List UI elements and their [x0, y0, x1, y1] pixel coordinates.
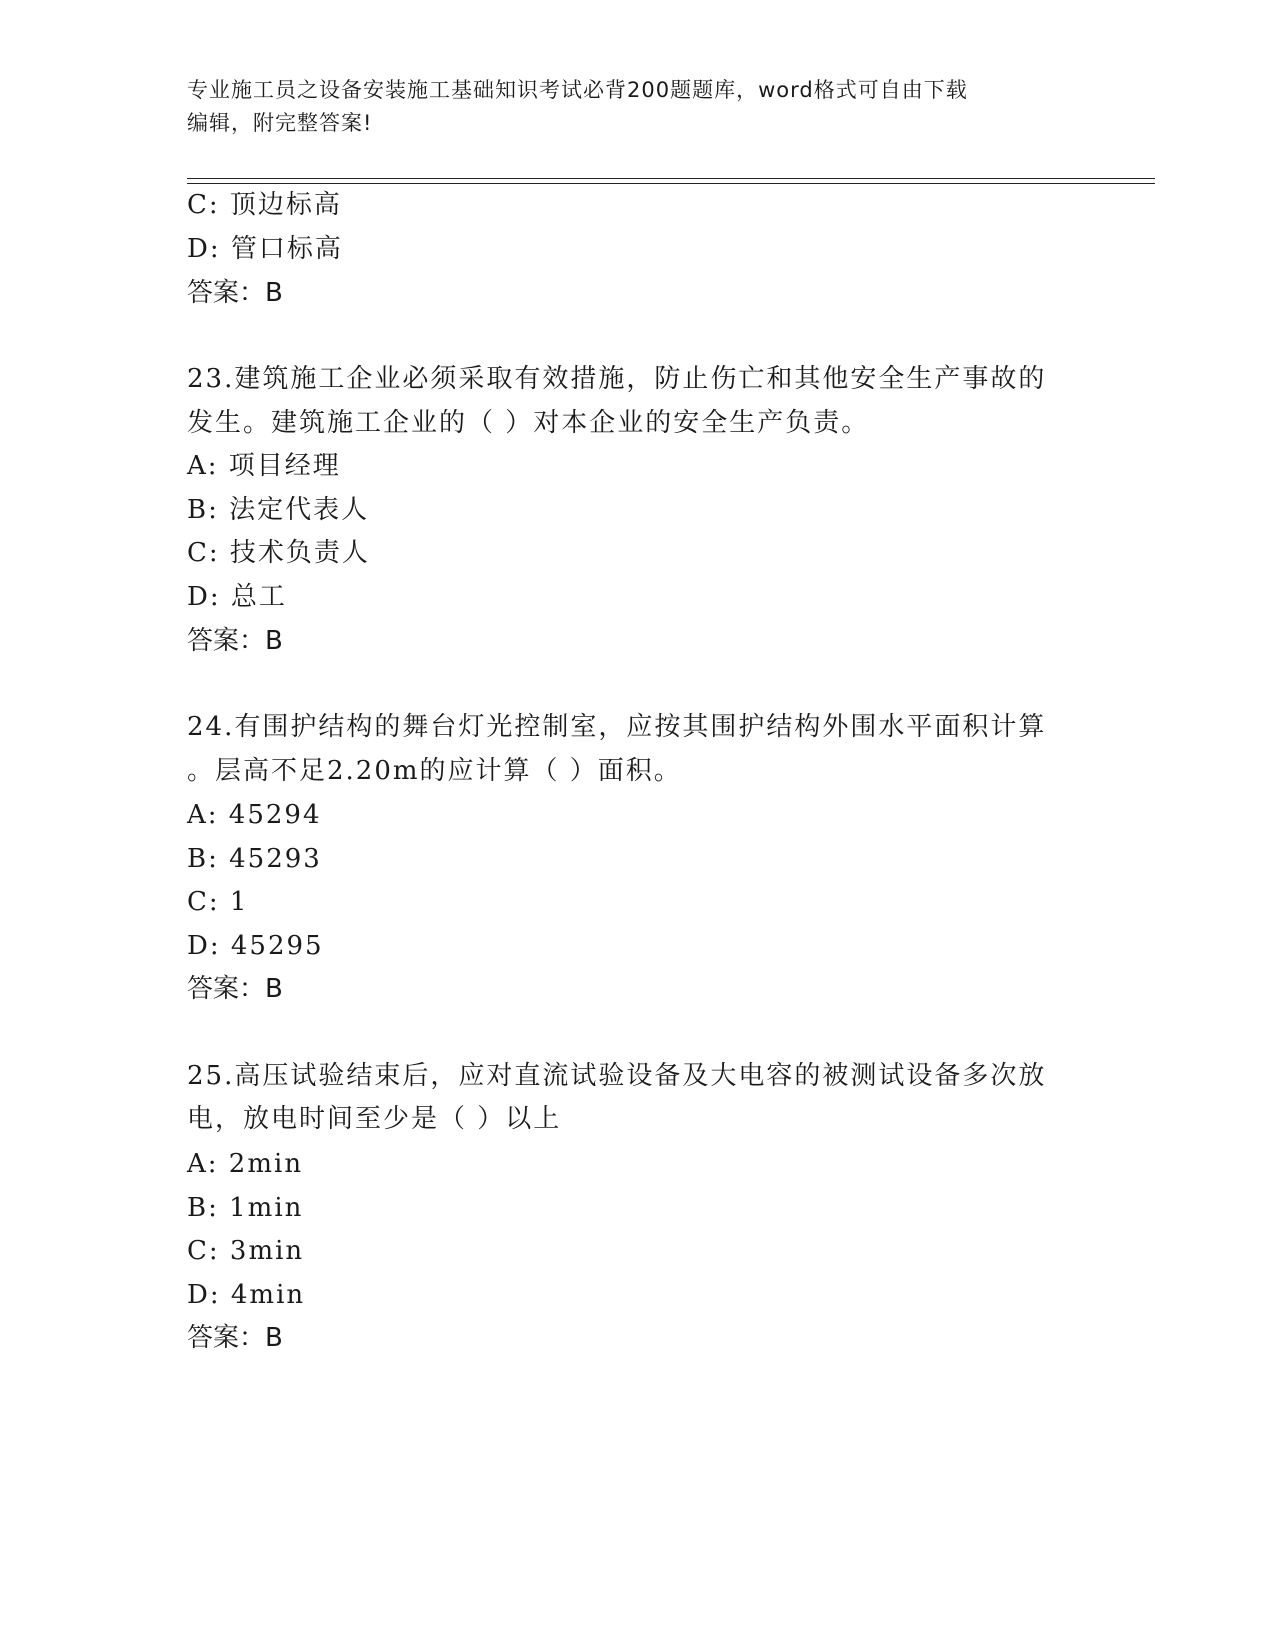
q23-option-a: A: 项目经理 [187, 451, 341, 481]
q24-option-b: B: 45293 [187, 844, 322, 874]
q25-option-d: D: 4min [187, 1280, 306, 1310]
q24-question-line-2: 。层高不足2.20m的应计算（ ）面积。 [187, 756, 682, 786]
q24-question-line-1: 24.有围护结构的舞台灯光控制室，应按其围护结构外围水平面积计算 [187, 712, 1047, 742]
q22-option-c: C: 顶边标高 [187, 190, 342, 220]
q23-option-d: D: 总工 [187, 582, 287, 612]
header-divider-bottom [187, 183, 1155, 184]
q25-question-line-2: 电，放电时间至少是（ ）以上 [187, 1104, 562, 1134]
q23-question-line-2: 发生。建筑施工企业的（ ）对本企业的安全生产负责。 [187, 408, 870, 438]
q22-answer: 答案：B [187, 278, 283, 308]
q23-option-c: C: 技术负责人 [187, 538, 370, 568]
q25-option-c: C: 3min [187, 1236, 305, 1266]
q24-option-c: C: 1 [187, 887, 249, 917]
header-title-line-1: 专业施工员之设备安装施工基础知识考试必背200题题库，word格式可自由下载 [187, 78, 968, 102]
q25-option-a: A: 2min [187, 1149, 304, 1179]
q23-answer: 答案：B [187, 626, 283, 656]
q22-option-d: D: 管口标高 [187, 234, 343, 264]
q24-answer: 答案：B [187, 974, 283, 1004]
header-title-line-2: 编辑，附完整答案! [187, 111, 373, 135]
q25-option-b: B: 1min [187, 1193, 304, 1223]
q24-option-a: A: 45294 [187, 800, 322, 830]
header-divider-top [187, 178, 1155, 179]
q25-answer: 答案：B [187, 1323, 283, 1353]
q25-question-line-1: 25.高压试验结束后，应对直流试验设备及大电容的被测试设备多次放 [187, 1061, 1047, 1091]
q24-option-d: D: 45295 [187, 931, 324, 961]
q23-question-line-1: 23.建筑施工企业必须采取有效措施，防止伤亡和其他安全生产事故的 [187, 364, 1047, 394]
document-header [187, 74, 1067, 140]
q23-option-b: B: 法定代表人 [187, 495, 370, 525]
